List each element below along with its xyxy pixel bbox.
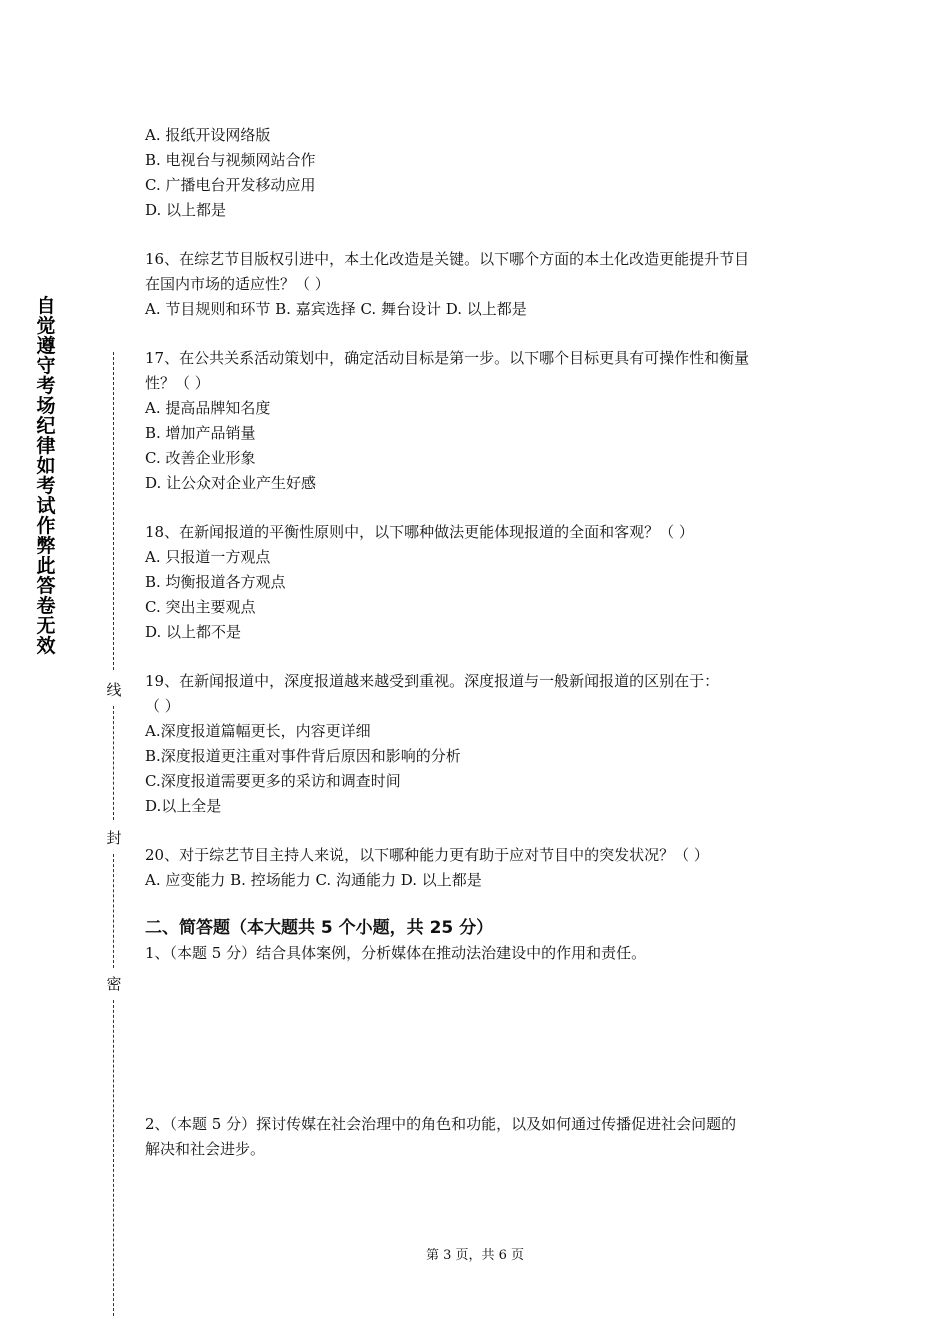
- slogan-char: 如: [36, 455, 56, 477]
- seal-seal-label: 封: [104, 830, 124, 846]
- slogan-char: 卷: [36, 595, 56, 617]
- slogan-char: 场: [36, 395, 56, 417]
- option: D. 以上都是: [145, 201, 227, 219]
- question-16: [145, 247, 817, 322]
- question-15-options: [145, 123, 817, 223]
- question-18: [145, 520, 817, 645]
- seal-line-label: 线: [104, 682, 124, 698]
- seal-dashed-line-top: [113, 352, 114, 670]
- options-inline: A. 应变能力 B. 控场能力 C. 沟通能力 D. 以上都是: [145, 871, 482, 889]
- question-19: [145, 669, 817, 819]
- slogan-char: 纪: [36, 415, 56, 437]
- options-inline: A. 节目规则和环节 B. 嘉宾选择 C. 舞台设计 D. 以上都是: [145, 300, 527, 318]
- question-stem: 20、对于综艺节目主持人来说，以下哪种能力更有助于应对节目中的突发状况？（ ）: [145, 846, 709, 864]
- slogan-char: 试: [36, 495, 56, 517]
- slogan-char: 自: [36, 295, 56, 317]
- slogan-char: 律: [36, 435, 56, 457]
- slogan-char: 作: [36, 515, 56, 537]
- slogan-char: 无: [36, 615, 56, 637]
- slogan-char: 遵: [36, 335, 56, 357]
- essay-question-2: [145, 1112, 817, 1162]
- question-stem: 18、在新闻报道的平衡性原则中，以下哪种做法更能体现报道的全面和客观？（ ）: [145, 523, 694, 541]
- option: B. 电视台与视频网站合作: [145, 151, 316, 169]
- option: B. 增加产品销量: [145, 424, 256, 442]
- seal-secret-label: 密: [104, 976, 124, 992]
- slogan-char: 考: [36, 375, 56, 397]
- seal-dashed-line-middle: [113, 706, 114, 820]
- option: C. 广播电台开发移动应用: [145, 176, 316, 194]
- question-stem: 在国内市场的适应性？（ ）: [145, 275, 330, 293]
- option: A. 只报道一方观点: [145, 548, 271, 566]
- question-stem: 17、在公共关系活动策划中，确定活动目标是第一步。以下哪个目标更具有可操作性和衡量: [145, 349, 750, 367]
- question-stem: 19、在新闻报道中，深度报道越来越受到重视。深度报道与一般新闻报道的区别在于：: [145, 672, 720, 690]
- option: A. 报纸开设网络版: [145, 126, 271, 144]
- seal-dashed-line-bottom: [113, 1000, 114, 1316]
- slogan-char: 效: [36, 635, 56, 657]
- section-title: 二、简答题（本大题共 5 个小题，共 25 分）: [145, 918, 494, 938]
- question-stem: 解决和社会进步。: [145, 1140, 266, 1158]
- option: B. 均衡报道各方观点: [145, 573, 286, 591]
- option: D. 让公众对企业产生好感: [145, 474, 317, 492]
- slogan-char: 考: [36, 475, 56, 497]
- option: B.深度报道更注重对事件背后原因和影响的分析: [145, 747, 461, 765]
- page-footer: 第 3 页，共 6 页: [425, 1248, 525, 1263]
- slogan-char: 守: [36, 355, 56, 377]
- question-stem: （ ）: [145, 697, 180, 715]
- exam-content: [145, 123, 817, 1162]
- option: C. 改善企业形象: [145, 449, 256, 467]
- option: A.深度报道篇幅更长，内容更详细: [145, 722, 371, 740]
- option: D.以上全是: [145, 797, 222, 815]
- option: C.深度报道需要更多的采访和调查时间: [145, 772, 401, 790]
- essay-question-1: 1、（本题 5 分）结合具体案例，分析媒体在推动法治建设中的作用和责任。: [145, 944, 647, 962]
- option: C. 突出主要观点: [145, 598, 256, 616]
- question-stem: 性？（ ）: [145, 374, 210, 392]
- slogan-char: 此: [36, 555, 56, 577]
- question-stem: 16、在综艺节目版权引进中，本土化改造是关键。以下哪个方面的本土化改造更能提升节目: [145, 250, 750, 268]
- option: D. 以上都不是: [145, 623, 242, 641]
- slogan-char: 答: [36, 575, 56, 597]
- option: A. 提高品牌知名度: [145, 399, 271, 417]
- seal-dashed-line-lower: [113, 854, 114, 968]
- slogan-char: 弊: [36, 535, 56, 557]
- question-stem: 2、（本题 5 分）探讨传媒在社会治理中的角色和功能，以及如何通过传播促进社会问题的: [145, 1115, 737, 1133]
- slogan-char: 觉: [36, 315, 56, 337]
- question-20: [145, 843, 817, 893]
- question-17: [145, 346, 817, 496]
- side-slogan: [34, 296, 58, 656]
